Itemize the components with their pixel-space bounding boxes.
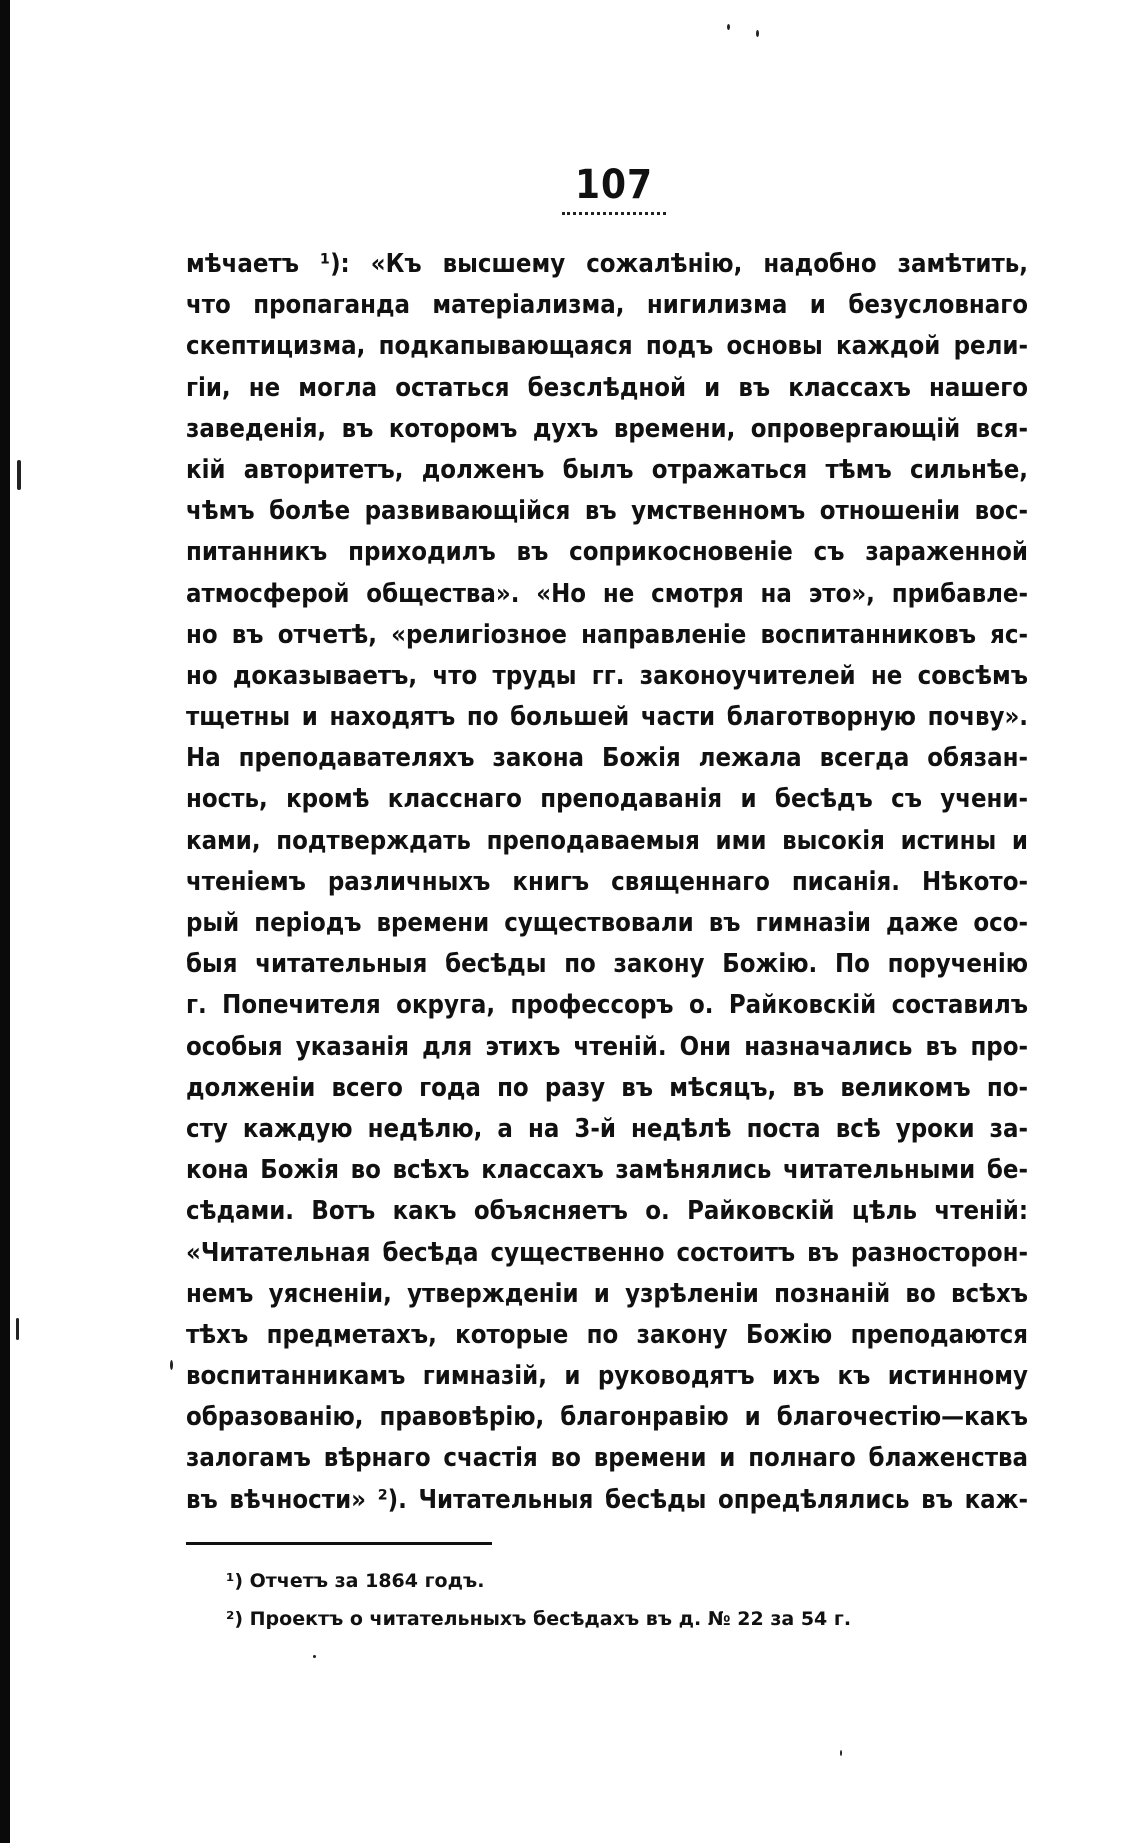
- footnote-text: Отчетъ за 1864 годъ.: [249, 1570, 485, 1592]
- text-line: но доказываетъ, что труды гг. законоучителей не совсѣмъ: [186, 660, 1028, 691]
- text-line: г. Попечителя округа, профессоръ о. Райковскій составилъ: [186, 990, 1028, 1021]
- text-line: кона Божія во всѣхъ классахъ замѣнялись читательными бе-: [186, 1155, 1028, 1186]
- scan-speck: [16, 1318, 19, 1340]
- text-line: въ вѣчности» ²). Читательныя бесѣды опредѣлялись въ каж-: [186, 1484, 1028, 1515]
- footnote-text: Проектъ о читательныхъ бесѣдахъ въ д. № 22 за 54 г.: [249, 1608, 852, 1630]
- text-line: чѣмъ болѣе развивающійся въ умственномъ отношеніи вос-: [186, 496, 1028, 527]
- text-line: но въ отчетѣ, «религіозное направленіе воспитанниковъ яс-: [186, 619, 1028, 650]
- text-line: воспитанникамъ гимназій, и руководятъ ихъ къ истинному: [186, 1361, 1028, 1392]
- scan-speck: [170, 1360, 173, 1370]
- footnote-1: [226, 1562, 926, 1600]
- text-line: «Читательная бесѣда существенно состоитъ въ разносторон-: [186, 1237, 1028, 1268]
- text-line: сту каждую недѣлю, а на 3-й недѣлѣ поста всѣ уроки за-: [186, 1113, 1028, 1144]
- text-line: гіи, не могла остаться безслѣдной и въ классахъ нашего: [186, 372, 1028, 403]
- footnote-rule: [186, 1542, 492, 1545]
- footnote-marker: ²): [226, 1608, 244, 1630]
- text-line: тѣхъ предметахъ, которые по закону Божію преподаются: [186, 1319, 1028, 1350]
- text-line: ками, подтверждать преподаваемыя ими высокія истины и: [186, 825, 1028, 856]
- scan-speck: [313, 1655, 316, 1658]
- page-header: [560, 162, 668, 215]
- page-number-rule: [562, 212, 666, 215]
- text-line: сѣдами. Вотъ какъ объясняетъ о. Райковскій цѣль чтеній:: [186, 1196, 1028, 1227]
- text-line: долженіи всего года по разу въ мѣсяцъ, въ великомъ по-: [186, 1072, 1028, 1103]
- text-line: ность, кромѣ класснаго преподаванія и бесѣдъ съ учени-: [186, 784, 1028, 815]
- body-text: [186, 244, 1028, 1521]
- text-line: что пропаганда матеріализма, нигилизма и безусловнаго: [186, 290, 1028, 321]
- footnote-2: [226, 1600, 926, 1638]
- page-number: 107: [574, 162, 654, 208]
- scan-speck: [756, 30, 759, 37]
- text-line: кій авторитетъ, долженъ былъ отражаться тѣмъ сильнѣе,: [186, 454, 1028, 485]
- text-line: мѣчаетъ ¹): «Къ высшему сожалѣнію, надобно замѣтить,: [186, 249, 1028, 279]
- text-line: особыя указанія для этихъ чтеній. Они назначались въ про-: [186, 1031, 1028, 1062]
- scan-speck: [17, 460, 21, 490]
- scan-speck: [727, 24, 730, 30]
- text-line: быя читательныя бесѣды по закону Божію. По порученію: [186, 949, 1028, 980]
- text-line: На преподавателяхъ закона Божія лежала всегда обязан-: [186, 743, 1028, 774]
- text-line: тщетны и находятъ по большей части благотворную почву».: [186, 702, 1028, 733]
- text-line: образованію, правовѣрію, благонравію и благочестію—какъ: [186, 1402, 1028, 1433]
- scan-speck: [840, 1750, 842, 1756]
- text-line: немъ уясненіи, утвержденіи и узрѣленіи познаній во всѣхъ: [186, 1278, 1028, 1309]
- text-line: скептицизма, подкапывающаяся подъ основы каждой рели-: [186, 331, 1028, 362]
- scan-left-edge: [0, 0, 10, 1843]
- footnote-marker: ¹): [226, 1570, 244, 1592]
- text-line: рый періодъ времени существовали въ гимназіи даже осо-: [186, 908, 1028, 938]
- text-line: чтеніемъ различныхъ книгъ священнаго писанія. Нѣкото-: [186, 866, 1028, 897]
- text-line: питанникъ приходилъ въ соприкосновеніе съ зараженной: [186, 537, 1028, 568]
- text-line: атмосферой общества». «Но не смотря на это», прибавле-: [186, 578, 1028, 609]
- text-line: заведенія, въ которомъ духъ времени, опровергающій вся-: [186, 413, 1028, 444]
- footnotes: [226, 1562, 926, 1638]
- text-line: залогамъ вѣрнаго счастія во времени и полнаго блаженства: [186, 1443, 1028, 1474]
